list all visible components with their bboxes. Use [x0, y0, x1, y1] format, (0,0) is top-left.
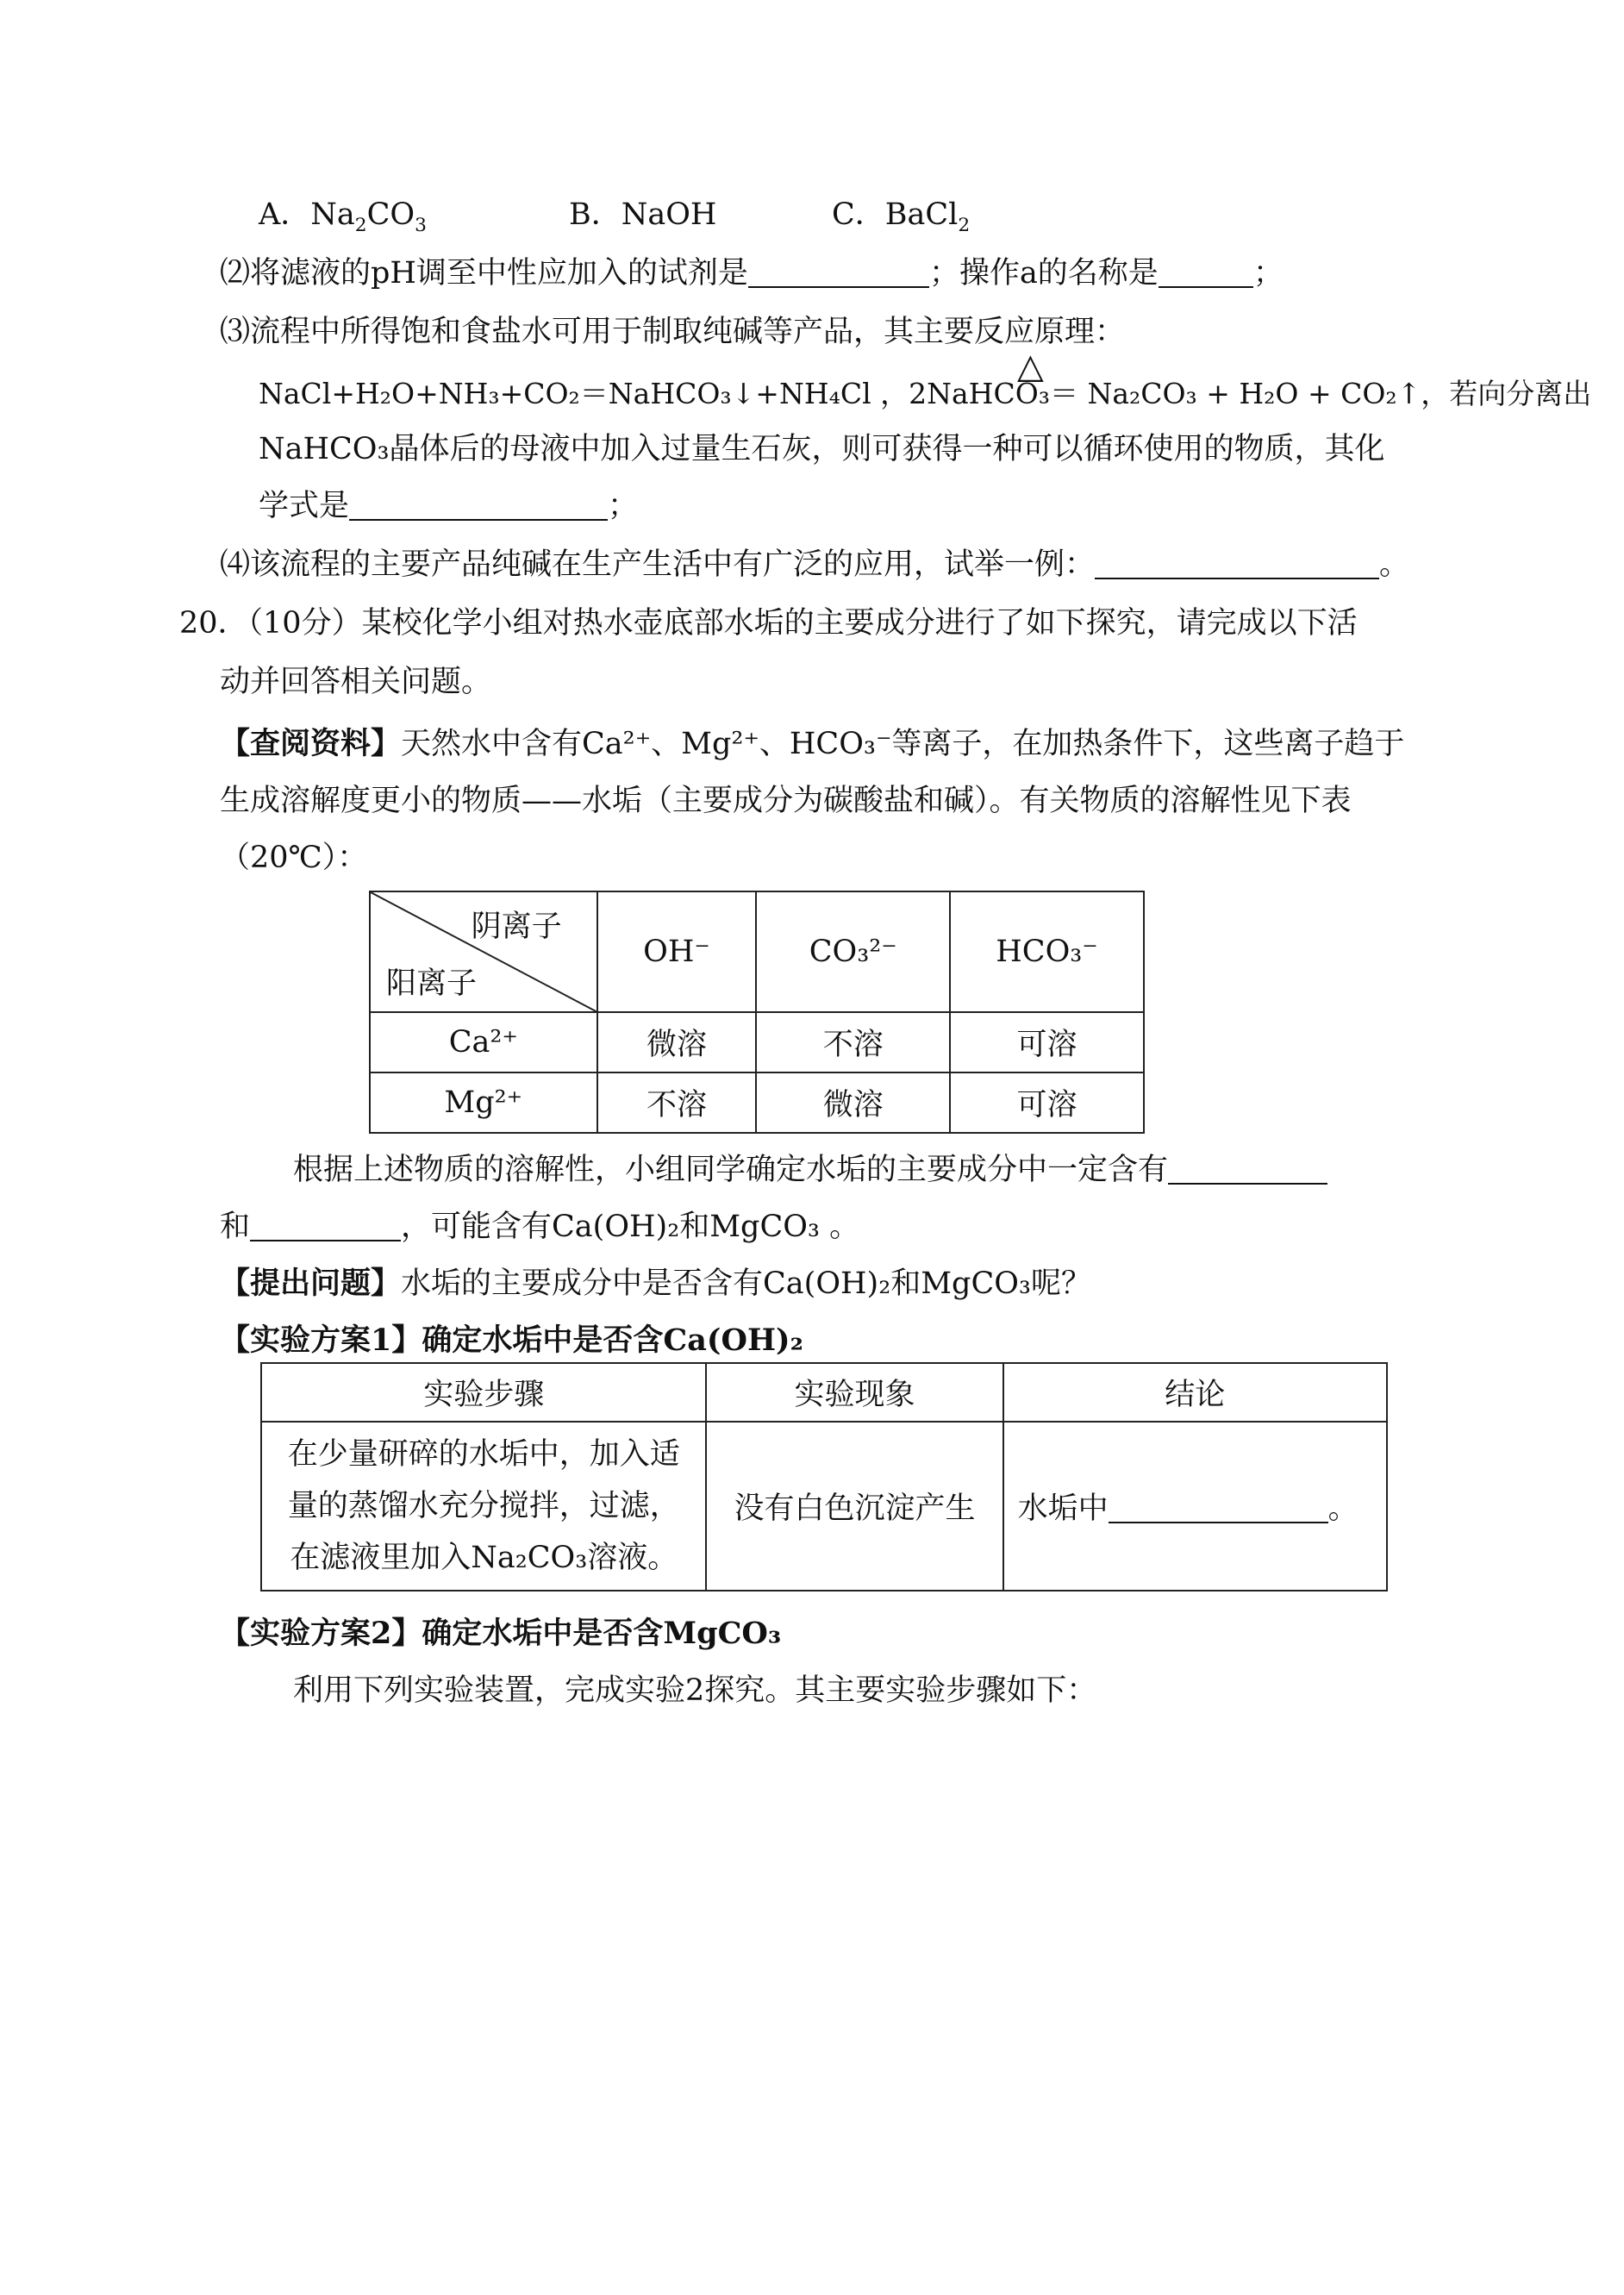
- research-info-2: 生成溶解度更小的物质——水垢（主要成分为碳酸盐和碱）。有关物质的溶解性见下表: [220, 784, 1352, 818]
- reaction-equations: NaCl+H₂O+NH₃+CO₂＝NaHCO₃↓+NH₄Cl ，2NaHCO₃＝ Na₂CO₃ + H₂O + CO₂↑，若向分离出: [259, 377, 1592, 410]
- step-cell: [261, 1422, 706, 1591]
- phenomenon-cell: 没有白色沉淀产生: [706, 1422, 1003, 1591]
- anion-header: 阴离子: [471, 910, 562, 944]
- option-b: B．NaOH: [569, 197, 717, 232]
- answer-blank[interactable]: [250, 1212, 401, 1241]
- step-line: 在少量研碎的水垢中，加入适: [287, 1437, 680, 1472]
- q19-part2: ⑵将滤液的pH调至中性应加入的试剂是 ；操作a的名称是 ；: [220, 256, 1284, 291]
- corner-cell: [370, 891, 597, 1012]
- step-line: 在滤液里加入Na₂CO₃溶液。: [290, 1541, 678, 1575]
- solubility-cell: 微溶: [756, 1072, 950, 1133]
- answer-blank[interactable]: [1109, 1494, 1328, 1523]
- option-a: A．$Na_2CO_3$: [259, 197, 427, 236]
- cation-mg: Mg²⁺: [370, 1072, 597, 1133]
- solubility-cell: 可溶: [950, 1012, 1144, 1072]
- cation-header: 阳离子: [386, 966, 478, 1001]
- research-info-1: 【查阅资料】天然水中含有Ca²⁺、Mg²⁺、HCO₃⁻等离子，在加热条件下，这些离子趋于: [220, 726, 1405, 761]
- answer-blank[interactable]: [349, 491, 608, 521]
- research-info-3: （20℃）：: [220, 841, 368, 875]
- header-step: 实验步骤: [261, 1363, 706, 1422]
- deduction-1: 根据上述物质的溶解性，小组同学确定水垢的主要成分中一定含有: [293, 1150, 1327, 1190]
- conclusion-cell: 水垢中 。: [1003, 1422, 1387, 1591]
- question: 【提出问题】水垢的主要成分中是否含有Ca(OH)₂和MgCO₃呢？: [220, 1266, 1091, 1301]
- plan1-title: 【实验方案1】确定水垢中是否含Ca(OH)₂: [220, 1323, 803, 1358]
- q19-part4: ⑷该流程的主要产品纯碱在生产生活中有广泛的应用，试举一例： 。: [220, 547, 1410, 582]
- anion-hco3: HCO₃⁻: [950, 891, 1144, 1012]
- cation-ca: Ca²⁺: [370, 1012, 597, 1072]
- plan1-table: [260, 1362, 1388, 1591]
- option-c: C．BaCl$_2$: [832, 197, 971, 236]
- answer-blank[interactable]: [1095, 550, 1379, 579]
- plan2-title: 【实验方案2】确定水垢中是否含MgCO₃: [220, 1616, 782, 1651]
- solubility-table: [369, 891, 1145, 1134]
- anion-oh: OH⁻: [597, 891, 757, 1012]
- plan2-text: 利用下列实验装置，完成实验2探究。其主要实验步骤如下：: [293, 1673, 1097, 1708]
- deduction-2: 和 ，可能含有Ca(OH)₂和MgCO₃ 。: [220, 1210, 860, 1244]
- header-conclusion: 结论: [1003, 1363, 1387, 1422]
- q19-part3-intro: ⑶流程中所得饱和食盐水可用于制取纯碱等产品，其主要反应原理：: [220, 315, 1126, 349]
- answer-blank[interactable]: [1168, 1155, 1327, 1185]
- solubility-cell: 微溶: [597, 1012, 757, 1072]
- q20-heading: 20．（10分）某校化学小组对热水壶底部水垢的主要成分进行了如下探究，请完成以下活: [179, 606, 1358, 641]
- q19-part3-line2: NaHCO₃晶体后的母液中加入过量生石灰，则可获得一种可以循环使用的物质，其化: [259, 432, 1385, 466]
- step-line: 量的蒸馏水充分搅拌，过滤，: [287, 1489, 680, 1523]
- q19-part3-line3: 学式是 ；: [259, 489, 639, 523]
- solubility-cell: 不溶: [756, 1012, 950, 1072]
- answer-blank[interactable]: [748, 259, 929, 288]
- q20-heading-2: 动并回答相关问题。: [220, 665, 492, 699]
- heat-symbol: △: [1017, 347, 1044, 386]
- answer-blank[interactable]: [1159, 259, 1253, 288]
- solubility-cell: 可溶: [950, 1072, 1144, 1133]
- header-phenomenon: 实验现象: [706, 1363, 1003, 1422]
- anion-co3: CO₃²⁻: [756, 891, 950, 1012]
- solubility-cell: 不溶: [597, 1072, 757, 1133]
